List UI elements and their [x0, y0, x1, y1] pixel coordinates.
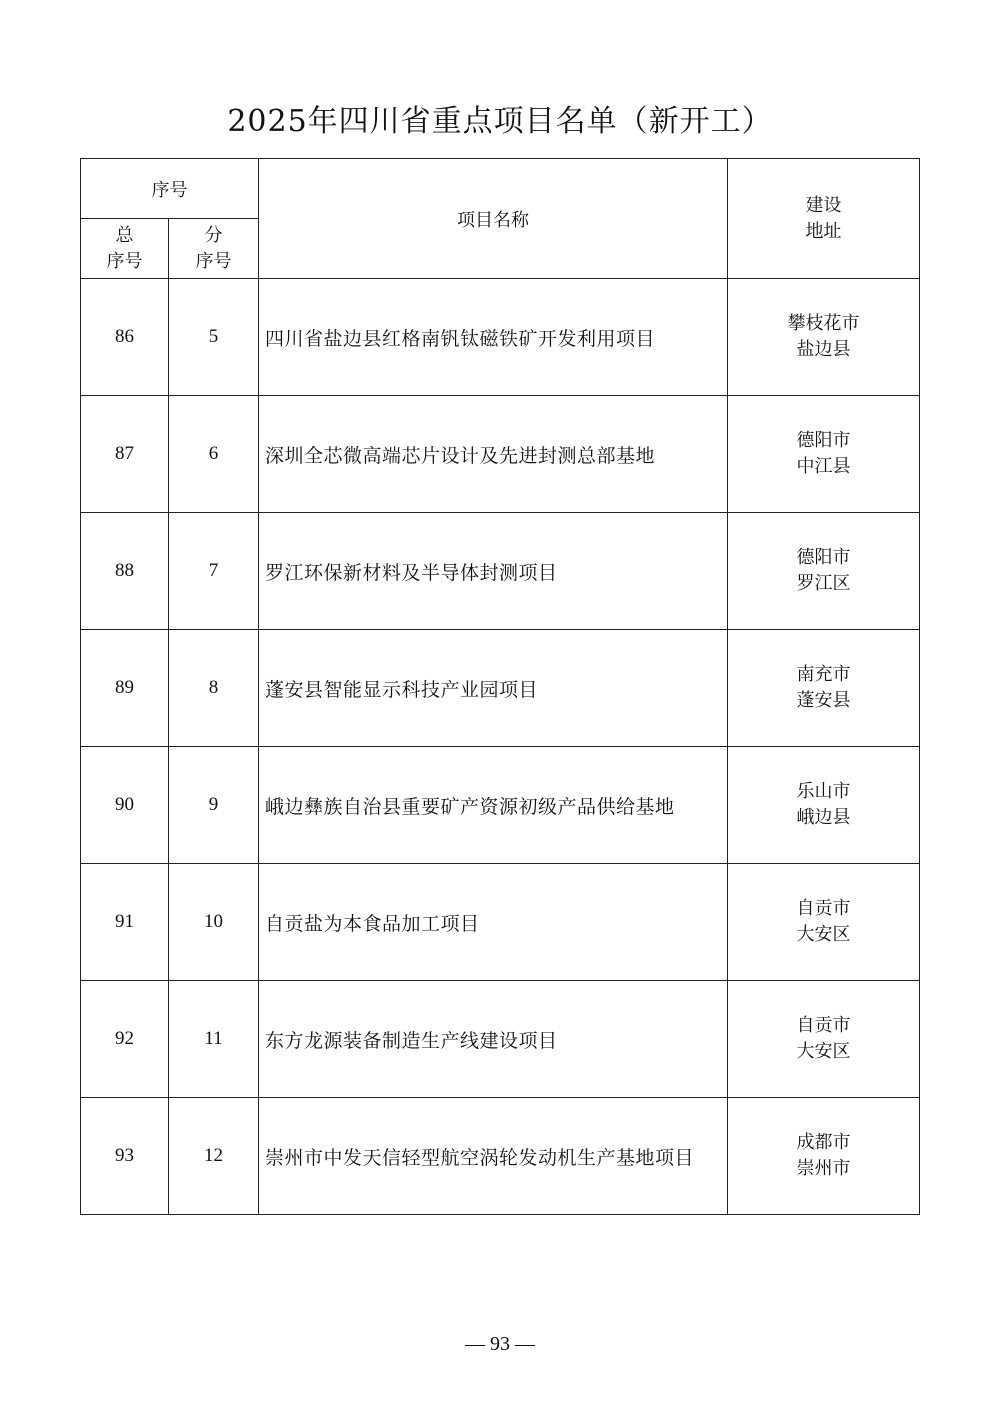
total-seq-header-line1: 总	[115, 224, 134, 246]
project-name-cell: 崇州市中发天信轻型航空涡轮发动机生产基地项目	[259, 1098, 728, 1215]
table-row	[81, 396, 920, 513]
sub-seq-cell: 5	[169, 279, 259, 396]
page-title: 2025年四川省重点项目名单（新开工）	[227, 104, 773, 139]
sub-seq-cell: 10	[169, 864, 259, 981]
sub-seq-cell: 6	[169, 396, 259, 513]
location-city: 自贡市	[796, 898, 851, 919]
location-county: 峨边县	[796, 807, 851, 828]
project-name-cell: 深圳全芯微高端芯片设计及先进封测总部基地	[259, 396, 728, 513]
location-header-line2: 地址	[805, 220, 842, 242]
project-table	[80, 158, 920, 1215]
project-name-cell: 罗江环保新材料及半导体封测项目	[259, 513, 728, 630]
location-cell	[728, 981, 920, 1098]
location-city: 成都市	[796, 1132, 851, 1153]
sub-seq-cell: 12	[169, 1098, 259, 1215]
location-cell	[728, 1098, 920, 1215]
total-seq-header-line2: 序号	[106, 250, 143, 272]
table-row	[81, 747, 920, 864]
sub-seq-header	[169, 219, 259, 279]
seq-group-header: 序号	[81, 159, 259, 219]
location-cell	[728, 396, 920, 513]
location-city: 德阳市	[796, 430, 851, 451]
sub-seq-cell: 7	[169, 513, 259, 630]
table-row	[81, 513, 920, 630]
table-row	[81, 981, 920, 1098]
table-row	[81, 279, 920, 396]
table-row	[81, 630, 920, 747]
total-seq-cell: 91	[81, 864, 169, 981]
total-seq-cell: 90	[81, 747, 169, 864]
total-seq-cell: 87	[81, 396, 169, 513]
table-row	[81, 1098, 920, 1215]
total-seq-cell: 92	[81, 981, 169, 1098]
project-name-cell: 东方龙源装备制造生产线建设项目	[259, 981, 728, 1098]
total-seq-cell: 88	[81, 513, 169, 630]
sub-seq-cell: 8	[169, 630, 259, 747]
location-city: 南充市	[796, 664, 851, 685]
location-cell	[728, 864, 920, 981]
location-county: 大安区	[796, 924, 851, 945]
location-header	[728, 159, 920, 279]
location-county: 崇州市	[796, 1158, 851, 1179]
location-header-line1: 建设	[805, 194, 842, 216]
total-seq-cell: 86	[81, 279, 169, 396]
location-county: 蓬安县	[796, 690, 851, 711]
project-name-cell: 蓬安县智能显示科技产业园项目	[259, 630, 728, 747]
location-city: 乐山市	[796, 781, 851, 802]
sub-seq-header-line2: 序号	[195, 250, 232, 272]
table-row	[81, 864, 920, 981]
location-city: 德阳市	[796, 547, 851, 568]
header-row-top	[81, 159, 920, 219]
location-cell	[728, 747, 920, 864]
sub-seq-cell: 11	[169, 981, 259, 1098]
sub-seq-cell: 9	[169, 747, 259, 864]
total-seq-cell: 89	[81, 630, 169, 747]
location-cell	[728, 513, 920, 630]
location-cell	[728, 279, 920, 396]
location-city: 自贡市	[796, 1015, 851, 1036]
sub-seq-header-line1: 分	[204, 224, 223, 246]
location-county: 大安区	[796, 1041, 851, 1062]
total-seq-cell: 93	[81, 1098, 169, 1215]
project-name-cell: 峨边彝族自治县重要矿产资源初级产品供给基地	[259, 747, 728, 864]
page-number: — 93 —	[465, 1333, 535, 1355]
location-county: 盐边县	[796, 339, 851, 360]
project-name-header: 项目名称	[259, 159, 728, 279]
location-cell	[728, 630, 920, 747]
location-county: 罗江区	[796, 573, 851, 594]
project-name-cell: 四川省盐边县红格南钒钛磁铁矿开发利用项目	[259, 279, 728, 396]
project-name-cell: 自贡盐为本食品加工项目	[259, 864, 728, 981]
total-seq-header	[81, 219, 169, 279]
location-city: 攀枝花市	[787, 313, 860, 334]
location-county: 中江县	[796, 456, 851, 477]
